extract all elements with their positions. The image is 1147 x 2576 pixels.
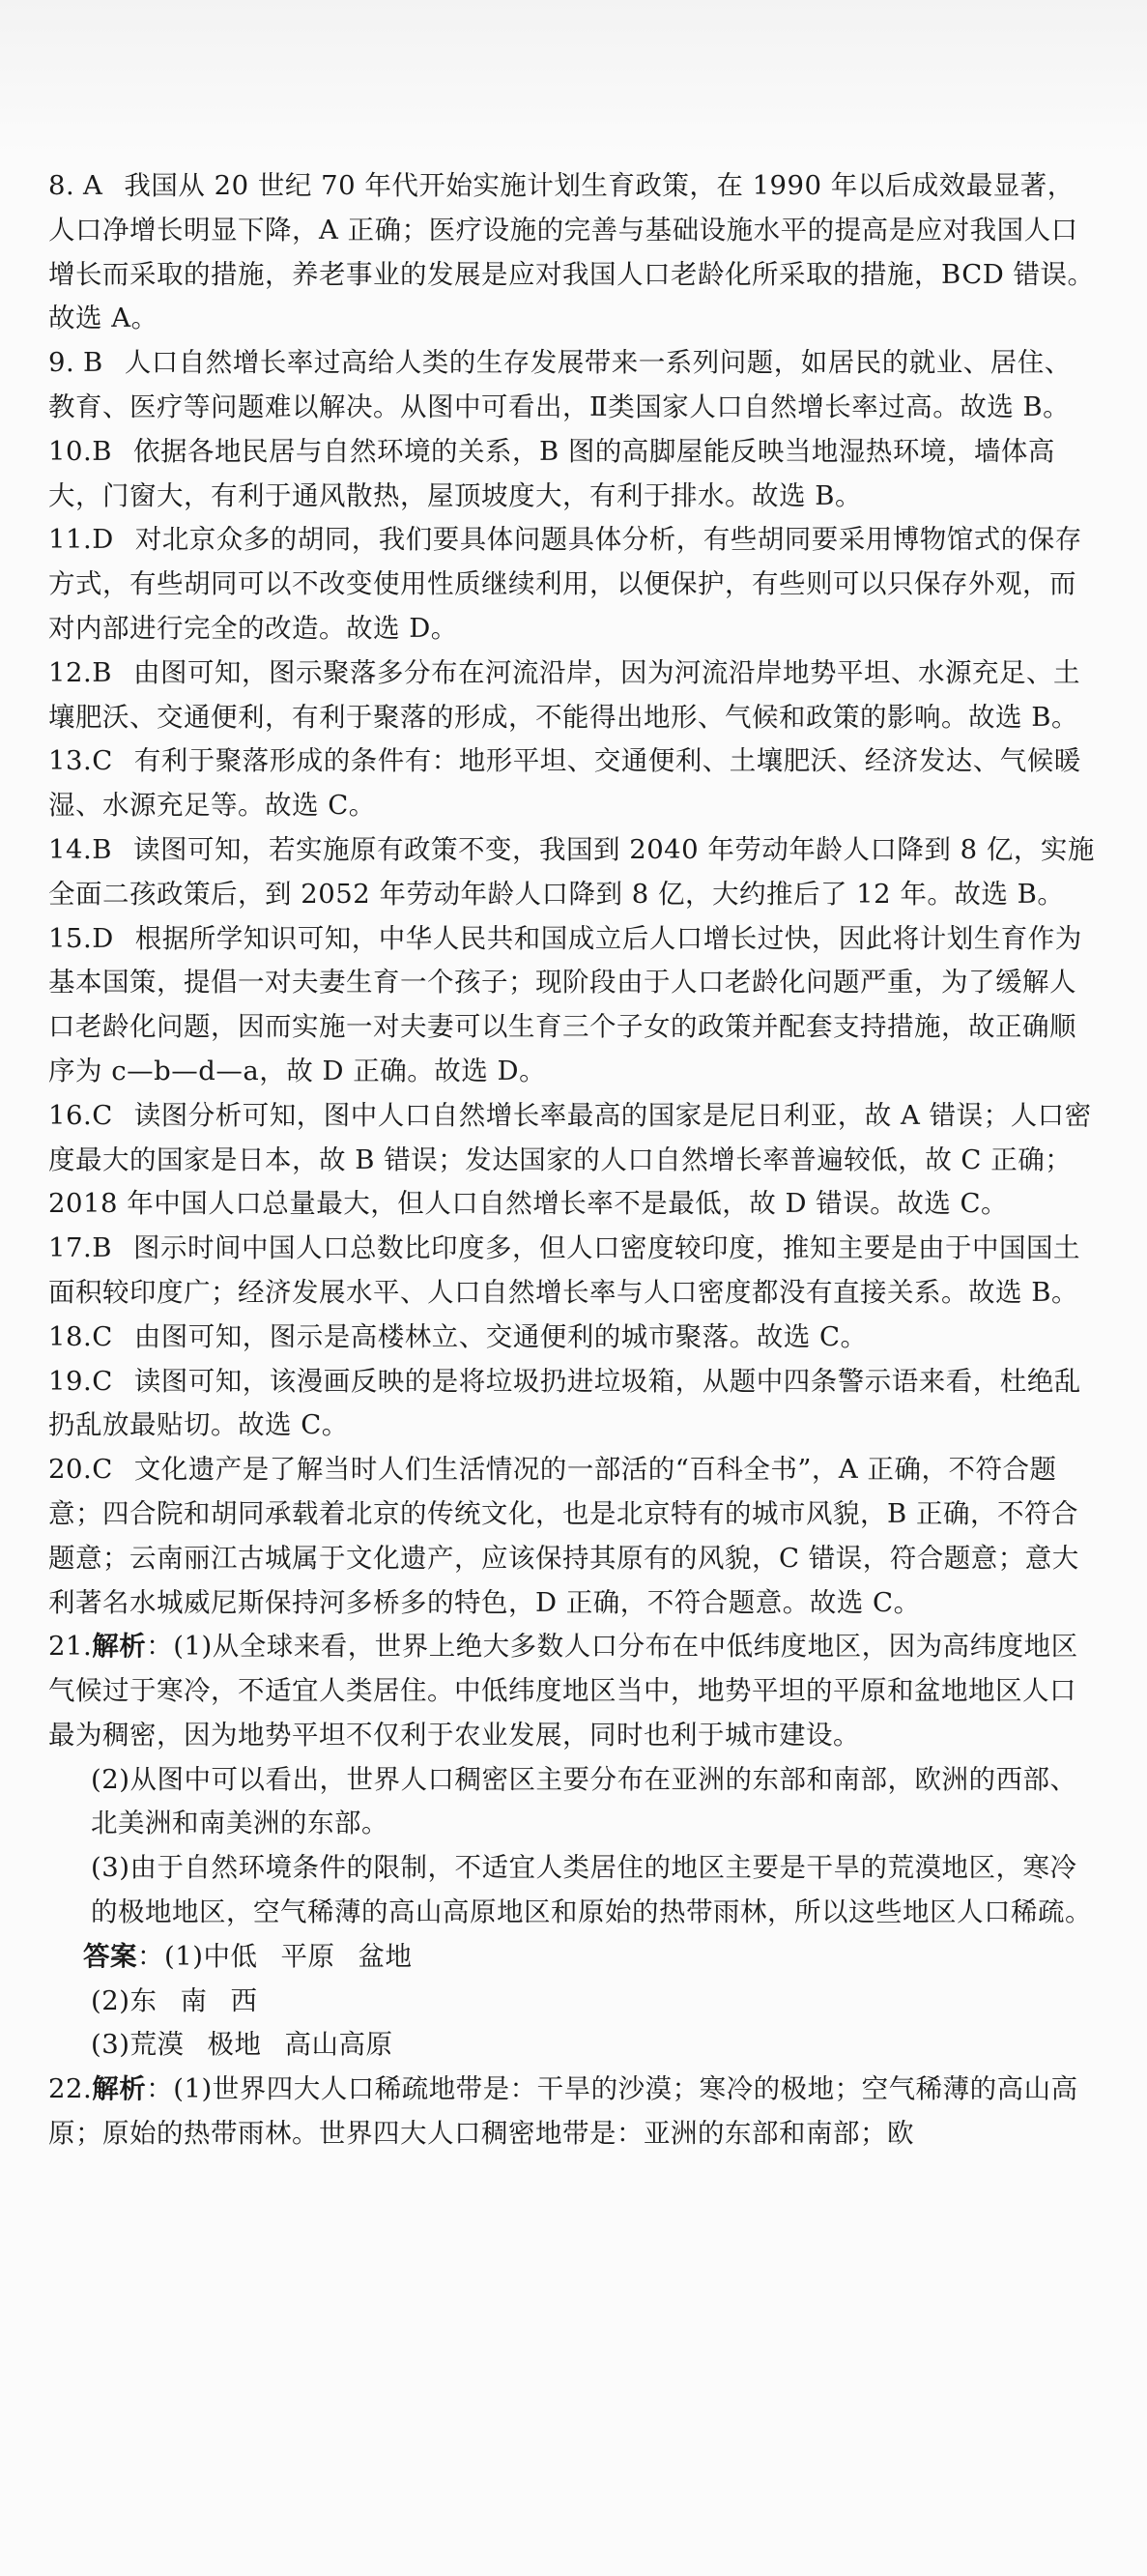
choice-answer-item: [48, 739, 1097, 828]
analysis-part-1: (1)世界四大人口稀疏地带是：干旱的沙漠；寒冷的极地；空气稀薄的高山高原；原始的热带雨林。世界四大人口稠密地带是：亚洲的东部和南部；欧: [48, 2073, 1078, 2150]
page-top-shade: [0, 0, 1147, 155]
question-22: 22.解析：(1)世界四大人口稀疏地带是：干旱的沙漠；寒冷的极地；空气稀薄的高山高原；原始的热带雨林。世界四大人口稠密地带是：亚洲的东部和南部；欧: [48, 2068, 1097, 2156]
question-number: 18.: [48, 1320, 93, 1352]
choice-letter: C: [92, 1454, 113, 1486]
choice-letter: B: [83, 347, 103, 379]
choice-answer-item: [48, 1094, 1097, 1227]
choice-letter: B: [92, 1232, 112, 1264]
analysis-part-2: (2)从图中可以看出，世界人口稠密区主要分布在亚洲的东部和南部，欧洲的西部、北美洲和南美洲的东部。: [91, 1763, 1077, 1839]
answer-word: 平原: [280, 1940, 335, 1972]
choice-answer-item: [48, 917, 1097, 1094]
explanation-text: 有利于聚落形成的条件有：地形平坦、交通便利、土壤肥沃、经济发达、气候暖湿、水源充足等。故选 C。: [48, 745, 1081, 822]
explanation-text: 图示时间中国人口总数比印度多，但人口密度较印度，推知主要是由于中国国土面积较印度广；经济发展水平、人口自然增长率与人口密度都没有直接关系。故选 B。: [48, 1232, 1080, 1308]
analysis-label: 解析: [92, 1631, 147, 1663]
question-number: 15.: [48, 922, 93, 954]
question-number: 12.: [48, 656, 93, 688]
answer-line-3: [91, 2023, 1097, 2068]
explanation-text: 根据所学知识可知，中华人民共和国成立后人口增长过快，因此将计划生育作为基本国策，提倡一对夫妻生育一个孩子；现阶段由于人口老龄化问题严重，为了缓解人口老龄化问题，因而实施一对夫妻可以生育三个子女的政策并配套支持措施，故正确顺序为 c—b—d—a，故 D 正确。故选 D。: [48, 922, 1082, 1086]
analysis-part-1: (1)从全球来看，世界上绝大多数人口分布在中低纬度地区，因为高纬度地区气候过于寒冷，不适宜人类居住。中低纬度地区当中，地势平坦的平原和盆地地区人口最为稠密，因为地势平坦不仅利于农业发展，同时也利于城市建设。: [48, 1631, 1078, 1751]
choice-answer-item: [48, 341, 1097, 430]
question-number: 22.: [48, 2073, 93, 2105]
choice-answer-item: [48, 1448, 1097, 1625]
answer-line-2: [91, 1980, 1097, 2024]
choice-answer-item: [48, 164, 1097, 341]
choice-letter: B: [92, 833, 112, 865]
explanation-text: 对北京众多的胡同，我们要具体问题具体分析，有些胡同要采用博物馆式的保存方式，有些胡同可以不改变使用性质继续利用，以便保护，有些则可以只保存外观，而对内部进行完全的改造。故选 D。: [48, 524, 1082, 644]
choice-letter: D: [92, 922, 114, 954]
explanation-text: 由图可知，图示是高楼林立、交通便利的城市聚落。故选 C。: [133, 1320, 868, 1352]
choice-answer-item: [48, 651, 1097, 740]
choice-answer-item: [48, 1316, 1097, 1360]
choice-answer-item: [48, 430, 1097, 519]
choice-answers: [48, 164, 1097, 1625]
explanation-text: 人口自然增长率过高给人类的生存发展带来一系列问题，如居民的就业、居住、教育、医疗等问题难以解决。从图中可看出，Ⅱ类国家人口自然增长率过高。故选 B。: [48, 347, 1072, 422]
question-number: 9.: [48, 347, 75, 379]
choice-letter: C: [92, 745, 113, 777]
question-number: 16.: [48, 1099, 93, 1131]
question-number: 8.: [48, 170, 75, 201]
answer-word: 极地: [207, 2029, 262, 2061]
question-number: 20.: [48, 1454, 93, 1486]
answer-line-1: 答案：(1)中低 平原 盆地: [83, 1935, 1097, 1980]
explanation-text: 我国从 20 世纪 70 年代开始实施计划生育政策，在 1990 年以后成效最显著，人口净增长明显下降，A 正确；医疗设施的完善与基础设施水平的提高是应对我国人口增长而采取的措施，养老事业的发展是应对我国人口老龄化所采取的措施，BCD 错误。故选 A。: [48, 170, 1095, 334]
explanation-text: 文化遗产是了解当时人们生活情况的一部活的“百科全书”，A 正确，不符合题意；四合院和胡同承载着北京的传统文化，也是北京特有的城市风貌，B 正确，不符合题意；云南丽江古城属于文化遗产，应该保持其原有的风貌，C 错误，符合题意；意大利著名水城威尼斯保持河多桥多的特色，D 正确，不符合题意。故选 C。: [48, 1454, 1079, 1618]
question-number: 19.: [48, 1365, 93, 1397]
analysis-part-3: (3)由于自然环境条件的限制，不适宜人类居住的地区主要是干旱的荒漠地区，寒冷的极地地区，空气稀薄的高山高原地区和原始的热带雨林，所以这些地区人口稀疏。: [91, 1852, 1092, 1928]
answer-word: 西: [230, 1984, 258, 2016]
explanation-text: 读图可知，该漫画反映的是将垃圾扔进垃圾箱，从题中四条警示语来看，杜绝乱扔乱放最贴切。故选 C。: [48, 1365, 1081, 1441]
choice-letter: A: [83, 170, 103, 201]
question-number: 14.: [48, 833, 93, 865]
answer-word: (1)中低: [164, 1940, 258, 1972]
answer-word: (2)东: [91, 1984, 158, 2016]
answer-word: 高山高原: [284, 2029, 393, 2061]
question-number: 11.: [48, 524, 93, 556]
choice-letter: B: [92, 656, 112, 688]
explanation-text: 读图可知，若实施原有政策不变，我国到 2040 年劳动年龄人口降到 8 亿，实施全面二孩政策后，到 2052 年劳动年龄人口降到 8 亿，大约推后了 12 年。故选 B。: [48, 833, 1095, 910]
question-number: 13.: [48, 745, 93, 777]
choice-answer-item: [48, 828, 1097, 917]
question-number: 21.: [48, 1631, 93, 1663]
choice-answer-item: [48, 1360, 1097, 1449]
explanation-text: 由图可知，图示聚落多分布在河流沿岸，因为河流沿岸地势平坦、水源充足、土壤肥沃、交通便利，有利于聚落的形成，不能得出地形、气候和政策的影响。故选 B。: [48, 656, 1080, 733]
choice-letter: B: [92, 435, 112, 467]
answer-label: 答案: [83, 1940, 137, 1972]
analysis-label: 解析: [92, 2073, 147, 2105]
choice-letter: D: [92, 524, 114, 556]
question-21: 21.解析：(1)从全球来看，世界上绝大多数人口分布在中低纬度地区，因为高纬度地区气候过于寒冷，不适宜人类居住。中低纬度地区当中，地势平坦的平原和盆地地区人口最为稠密，因为地势平坦不仅利于农业发展，同时也利于城市建设。: [48, 1625, 1097, 1757]
choice-letter: C: [92, 1320, 113, 1352]
answer-word: 南: [180, 1984, 208, 2016]
explanation-text: 依据各地民居与自然环境的关系，B 图的高脚屋能反映当地湿热环境，墙体高大，门窗大，有利于通风散热，屋顶坡度大，有利于排水。故选 B。: [48, 435, 1055, 511]
answer-word: (3)荒漠: [91, 2029, 185, 2061]
answer-word: 盆地: [358, 1940, 413, 1972]
explanation-text: 读图分析可知，图中人口自然增长率最高的国家是尼日利亚，故 A 错误；人口密度最大的国家是日本，故 B 错误；发达国家的人口自然增长率普遍较低，故 C 正确；2018 年中国人口总量最大，但人口自然增长率不是最低，故 D 错误。故选 C。: [48, 1099, 1092, 1220]
choice-letter: C: [92, 1099, 113, 1131]
question-number: 17.: [48, 1232, 93, 1264]
answer-sheet: [48, 164, 1097, 2156]
choice-answer-item: [48, 518, 1097, 651]
choice-letter: C: [92, 1365, 113, 1397]
question-number: 10.: [48, 435, 93, 467]
choice-answer-item: [48, 1227, 1097, 1316]
